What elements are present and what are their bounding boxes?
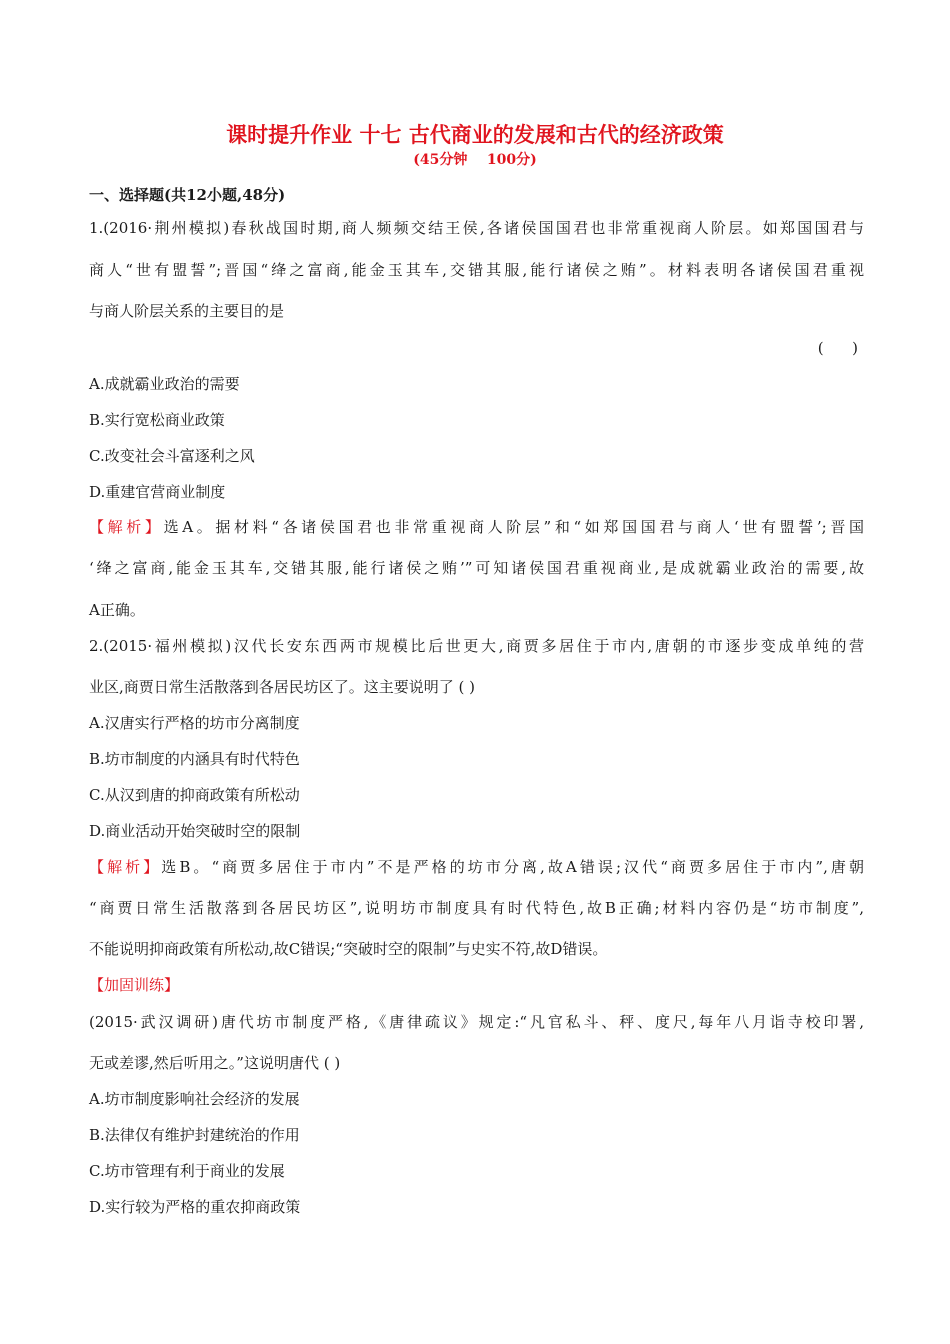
option-c: C.坊市管理有利于商业的发展: [89, 1162, 285, 1180]
answer-blank: ( ): [817, 339, 858, 357]
question-1-line: 商人“世有盟誓”;晋国“绛之富商,能金玉其车,交错其服,能行诸侯之贿”。材料表明各诸侯国君重视: [89, 261, 864, 279]
analysis-line: 不能说明抑商政策有所松动,故C错误;“突破时空的限制”与史实不符,故D错误。: [89, 940, 608, 958]
question-2-line: 业区,商贾日常生活散落到各居民坊区了。这主要说明了 ( ): [89, 678, 476, 696]
question-1-line: 1.(2016·荆州模拟)春秋战国时期,商人频频交结王侯,各诸侯国国君也非常重视商人阶层。如郑国国君与: [89, 219, 864, 237]
option-b: B.法律仅有维护封建统治的作用: [89, 1126, 300, 1144]
reinforcement-line: 无或差谬,然后听用之。”这说明唐代 ( ): [89, 1054, 341, 1072]
option-a: A.坊市制度影响社会经济的发展: [89, 1090, 300, 1108]
option-d: D.重建官营商业制度: [89, 483, 226, 501]
option-b: B.坊市制度的内涵具有时代特色: [89, 750, 300, 768]
analysis-text: 选B。“商贾多居住于市内”不是严格的坊市分离,故A错误;汉代“商贾多居住于市内”,唐朝: [161, 858, 864, 876]
page-title: 课时提升作业 十七 古代商业的发展和古代的经济政策: [226, 122, 724, 147]
option-b: B.实行宽松商业政策: [89, 411, 225, 429]
question-2-line: 2.(2015·福州模拟)汉代长安东西两市规模比后世更大,商贾多居住于市内,唐朝的市逐步变成单纯的营: [89, 637, 864, 655]
option-c: C.从汉到唐的抑商政策有所松动: [89, 786, 300, 804]
option-a: A.汉唐实行严格的坊市分离制度: [89, 714, 300, 732]
analysis-line: [89, 516, 864, 538]
analysis-tag: 【解析】: [89, 858, 162, 876]
analysis-line: “商贾日常生活散落到各居民坊区”,说明坊市制度具有时代特色,故B正确;材料内容仍是“坊市制度”,: [89, 899, 864, 917]
option-d: D.实行较为严格的重农抑商政策: [89, 1198, 301, 1216]
question-1-line: 与商人阶层关系的主要目的是: [89, 302, 285, 320]
option-a: A.成就霸业政治的需要: [89, 375, 240, 393]
analysis-line: A正确。: [89, 601, 145, 619]
reinforcement-tag: 【加固训练】: [89, 976, 180, 994]
analysis-text: 选A。据材料“各诸侯国君也非常重视商人阶层”和“如郑国国君与商人‘世有盟誓’;晋国: [163, 518, 864, 536]
reinforcement-line: (2015·武汉调研)唐代坊市制度严格,《唐律疏议》规定:“凡官私斗、秤、度尺,每年八月诣寺校印署,: [89, 1013, 864, 1031]
option-c: C.改变社会斗富逐利之风: [89, 447, 255, 465]
analysis-line: ‘绛之富商,能金玉其车,交错其服,能行诸侯之贿’”可知诸侯国君重视商业,是成就霸业政治的需要,故: [89, 559, 864, 577]
option-d: D.商业活动开始突破时空的限制: [89, 822, 301, 840]
analysis-line: [89, 856, 864, 878]
page-subtitle: (45分钟 100分): [413, 152, 537, 168]
analysis-tag: 【解析】: [89, 518, 164, 536]
section-heading: 一、选择题(共12小题,48分): [89, 186, 286, 204]
